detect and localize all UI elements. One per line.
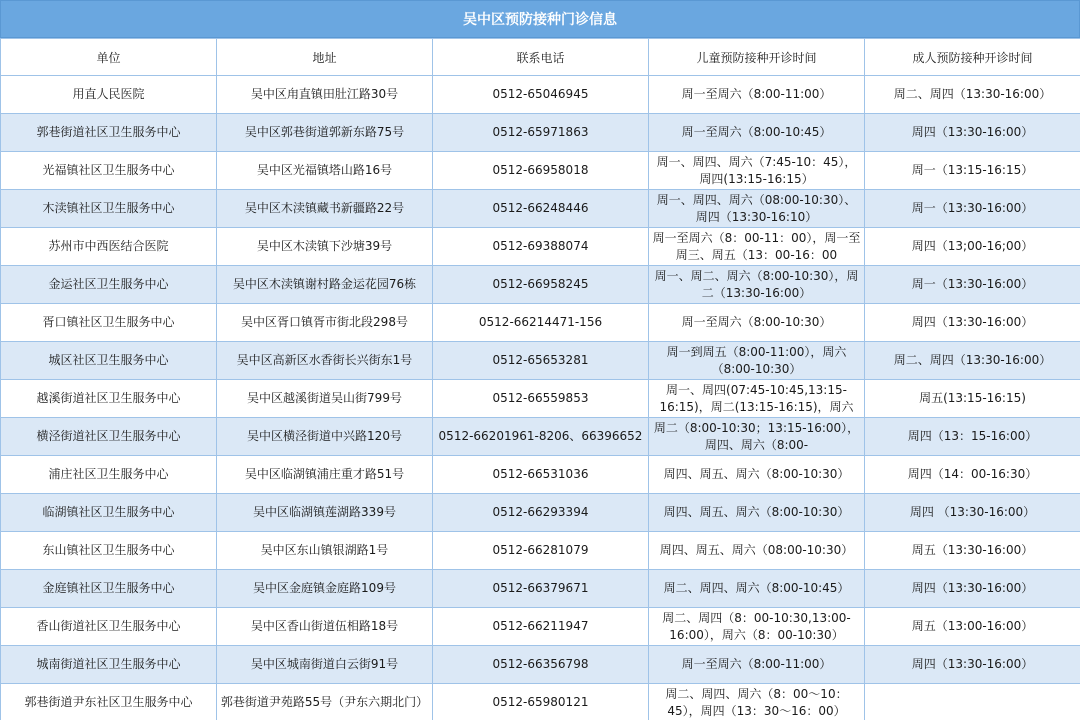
cell-child-hours xyxy=(649,342,865,380)
cell-phone xyxy=(433,114,649,152)
cell-child-hours xyxy=(649,304,865,342)
cell-child-hours xyxy=(649,494,865,532)
cell-address-text: 吴中区临湖镇莲湖路339号 xyxy=(253,505,396,519)
header-phone: 联系电话 xyxy=(433,39,649,76)
cell-unit-text: 光福镇社区卫生服务中心 xyxy=(42,163,175,177)
cell-adult-hours-text: 周五（13:30-16:00） xyxy=(911,543,1034,557)
cell-child-hours-text: 周一、周二、周六（8:00-10:30），周二（13:30-16:00） xyxy=(654,268,859,300)
cell-address-text: 吴中区金庭镇金庭路109号 xyxy=(253,581,396,595)
cell-child-hours-text: 周一到周五（8:00-11:00），周六（8:00-10:30） xyxy=(666,344,847,376)
cell-address xyxy=(217,418,433,456)
cell-address xyxy=(217,494,433,532)
cell-phone xyxy=(433,380,649,418)
header-unit: 单位 xyxy=(1,39,217,76)
table-row xyxy=(1,418,1080,456)
cell-unit-text: 金庭镇社区卫生服务中心 xyxy=(42,581,175,595)
cell-phone-text: 0512-66559853 xyxy=(492,391,589,405)
cell-unit xyxy=(1,532,217,570)
cell-phone-text: 0512-65971863 xyxy=(492,125,589,139)
cell-child-hours xyxy=(649,76,865,114)
cell-unit xyxy=(1,456,217,494)
cell-adult-hours xyxy=(865,646,1080,684)
cell-child-hours-text: 周一至周六（8:00-10:45） xyxy=(681,125,832,139)
cell-address xyxy=(217,304,433,342)
cell-phone xyxy=(433,646,649,684)
cell-address-text: 吴中区光福镇塔山路16号 xyxy=(256,163,393,177)
cell-unit-text: 越溪街道社区卫生服务中心 xyxy=(36,391,181,405)
cell-phone xyxy=(433,684,649,720)
cell-phone-text: 0512-66379671 xyxy=(492,581,589,595)
cell-phone xyxy=(433,456,649,494)
cell-child-hours-text: 周四、周五、周六（08:00-10:30） xyxy=(659,543,854,557)
cell-adult-hours xyxy=(865,456,1080,494)
cell-unit xyxy=(1,380,217,418)
cell-phone xyxy=(433,152,649,190)
table-body xyxy=(1,76,1080,720)
cell-phone-text: 0512-66214471-156 xyxy=(478,315,603,329)
cell-unit xyxy=(1,494,217,532)
cell-child-hours xyxy=(649,266,865,304)
cell-unit-text: 用直人民医院 xyxy=(72,87,145,101)
cell-unit xyxy=(1,570,217,608)
cell-adult-hours-text: 周四（13:30-16:00） xyxy=(911,315,1034,329)
cell-address xyxy=(217,608,433,646)
cell-phone-text: 0512-66201961-8206、66396652 xyxy=(438,429,643,443)
cell-child-hours-text: 周一、周四(07:45-10:45,13:15-16:15)，周二(13:15-16:15)，周六 xyxy=(659,382,854,414)
cell-child-hours-text: 周二、周四、周六（8：00～10：45），周四（13：30～16：00） xyxy=(665,686,848,718)
cell-unit-text: 胥口镇社区卫生服务中心 xyxy=(42,315,175,329)
table-row xyxy=(1,266,1080,304)
cell-address-text: 吴中区胥口镇胥市街北段298号 xyxy=(241,315,408,329)
table-row xyxy=(1,190,1080,228)
cell-unit-text: 香山街道社区卫生服务中心 xyxy=(36,619,181,633)
cell-child-hours xyxy=(649,570,865,608)
cell-address-text: 吴中区木渎镇藏书新疆路22号 xyxy=(244,201,405,215)
clinic-table xyxy=(0,38,1080,720)
cell-phone-text: 0512-66248446 xyxy=(492,201,589,215)
cell-adult-hours xyxy=(865,190,1080,228)
cell-address xyxy=(217,646,433,684)
cell-adult-hours xyxy=(865,532,1080,570)
cell-phone xyxy=(433,418,649,456)
cell-phone-text: 0512-66211947 xyxy=(492,619,589,633)
cell-adult-hours xyxy=(865,152,1080,190)
cell-address-text: 吴中区木渎镇下沙塘39号 xyxy=(256,239,393,253)
cell-phone-text: 0512-66958245 xyxy=(492,277,589,291)
cell-unit-text: 郭巷街道社区卫生服务中心 xyxy=(36,125,181,139)
cell-phone-text: 0512-66958018 xyxy=(492,163,589,177)
cell-address xyxy=(217,114,433,152)
cell-child-hours xyxy=(649,152,865,190)
cell-phone xyxy=(433,570,649,608)
cell-adult-hours-text: 周四（13：15-16:00） xyxy=(907,429,1038,443)
table-row xyxy=(1,608,1080,646)
cell-address xyxy=(217,152,433,190)
cell-phone xyxy=(433,228,649,266)
cell-phone-text: 0512-66281079 xyxy=(492,543,589,557)
cell-phone xyxy=(433,608,649,646)
cell-child-hours-text: 周一至周六（8:00-10:30） xyxy=(681,315,832,329)
cell-adult-hours xyxy=(865,304,1080,342)
cell-phone-text: 0512-65980121 xyxy=(492,695,589,709)
cell-address-text: 吴中区香山街道伍相路18号 xyxy=(250,619,399,633)
cell-address-text: 吴中区越溪街道吴山街799号 xyxy=(247,391,402,405)
cell-adult-hours xyxy=(865,228,1080,266)
cell-unit-text: 临湖镇社区卫生服务中心 xyxy=(42,505,175,519)
cell-phone-text: 0512-66356798 xyxy=(492,657,589,671)
table-row xyxy=(1,228,1080,266)
cell-child-hours-text: 周一至周六（8：00-11：00），周一至周三、周五（13：00-16：00 xyxy=(652,230,861,262)
cell-child-hours-text: 周一、周四、周六（08:00-10:30）、周四（13:30-16:10） xyxy=(656,192,857,224)
cell-adult-hours-text: 周四（13:30-16:00） xyxy=(911,657,1034,671)
cell-address-text: 吴中区横泾街道中兴路120号 xyxy=(247,429,402,443)
cell-adult-hours-text: 周五（13:00-16:00） xyxy=(911,619,1034,633)
cell-adult-hours xyxy=(865,570,1080,608)
cell-unit xyxy=(1,76,217,114)
cell-phone xyxy=(433,532,649,570)
cell-adult-hours xyxy=(865,418,1080,456)
cell-adult-hours-text: 周二、周四（13:30-16:00） xyxy=(893,87,1052,101)
cell-unit-text: 苏州市中西医结合医院 xyxy=(48,239,169,253)
table-row xyxy=(1,456,1080,494)
cell-adult-hours-text: 周四 （13:30-16:00） xyxy=(909,505,1036,519)
cell-address xyxy=(217,684,433,720)
cell-phone xyxy=(433,266,649,304)
cell-phone xyxy=(433,304,649,342)
cell-phone xyxy=(433,190,649,228)
cell-address-text: 吴中区甪直镇田肚江路30号 xyxy=(250,87,399,101)
cell-unit-text: 金运社区卫生服务中心 xyxy=(48,277,169,291)
table-row xyxy=(1,76,1080,114)
cell-child-hours xyxy=(649,646,865,684)
cell-child-hours-text: 周二、周四、周六（8:00-10:45） xyxy=(663,581,850,595)
table-title: 吴中区预防接种门诊信息 xyxy=(0,0,1080,38)
cell-child-hours-text: 周一至周六（8:00-11:00） xyxy=(681,657,832,671)
cell-child-hours xyxy=(649,418,865,456)
cell-address xyxy=(217,380,433,418)
cell-phone-text: 0512-65653281 xyxy=(492,353,589,367)
cell-unit-text: 城区社区卫生服务中心 xyxy=(48,353,169,367)
cell-unit xyxy=(1,684,217,720)
cell-adult-hours-text: 周四（13:30-16:00） xyxy=(911,125,1034,139)
cell-address xyxy=(217,570,433,608)
cell-unit xyxy=(1,190,217,228)
cell-unit xyxy=(1,304,217,342)
table-row xyxy=(1,152,1080,190)
cell-unit xyxy=(1,114,217,152)
cell-address xyxy=(217,266,433,304)
cell-adult-hours xyxy=(865,114,1080,152)
cell-unit-text: 浦庄社区卫生服务中心 xyxy=(48,467,169,481)
cell-address xyxy=(217,76,433,114)
cell-child-hours xyxy=(649,608,865,646)
cell-child-hours xyxy=(649,114,865,152)
header-child-hours: 儿童预防接种开诊时间 xyxy=(649,39,865,76)
table-row xyxy=(1,114,1080,152)
cell-adult-hours-text: 周五(13:15-16:15) xyxy=(919,391,1026,405)
cell-address-text: 吴中区木渎镇谢村路金运花园76栋 xyxy=(232,277,417,291)
table-row xyxy=(1,304,1080,342)
cell-address-text: 吴中区城南街道白云街91号 xyxy=(250,657,399,671)
cell-phone-text: 0512-69388074 xyxy=(492,239,589,253)
table-row xyxy=(1,532,1080,570)
cell-address xyxy=(217,532,433,570)
cell-child-hours-text: 周一、周四、周六（7:45-10：45），周四(13:15-16:15） xyxy=(656,154,857,186)
cell-unit-text: 城南街道社区卫生服务中心 xyxy=(36,657,181,671)
table-row xyxy=(1,684,1080,720)
cell-child-hours-text: 周二、周四（8：00-10:30,13:00-16:00），周六（8：00-10:30） xyxy=(662,610,851,642)
cell-address-text: 吴中区高新区水香街长兴街东1号 xyxy=(236,353,413,367)
cell-adult-hours xyxy=(865,266,1080,304)
cell-unit-text: 横泾街道社区卫生服务中心 xyxy=(36,429,181,443)
cell-child-hours-text: 周四、周五、周六（8:00-10:30） xyxy=(663,505,850,519)
cell-adult-hours-text: 周一（13:30-16:00） xyxy=(911,277,1034,291)
cell-child-hours-text: 周四、周五、周六（8:00-10:30） xyxy=(663,467,850,481)
cell-unit-text: 郭巷街道尹东社区卫生服务中心 xyxy=(24,695,193,709)
cell-child-hours-text: 周一至周六（8:00-11:00） xyxy=(681,87,832,101)
cell-address-text: 郭巷街道尹苑路55号（尹东六期北门） xyxy=(220,695,429,709)
cell-child-hours xyxy=(649,456,865,494)
cell-phone xyxy=(433,76,649,114)
cell-unit xyxy=(1,266,217,304)
cell-adult-hours-text: 周一（13:15-16:15） xyxy=(911,163,1034,177)
cell-address-text: 吴中区东山镇银湖路1号 xyxy=(260,543,389,557)
cell-address xyxy=(217,228,433,266)
cell-phone xyxy=(433,494,649,532)
cell-adult-hours-text: 周四（13:30-16:00） xyxy=(911,581,1034,595)
cell-adult-hours xyxy=(865,380,1080,418)
table-row xyxy=(1,380,1080,418)
cell-address xyxy=(217,456,433,494)
header-row xyxy=(1,39,1080,76)
cell-phone xyxy=(433,342,649,380)
cell-unit xyxy=(1,152,217,190)
cell-adult-hours-text: 周四（13;00-16;00） xyxy=(911,239,1034,253)
cell-child-hours xyxy=(649,380,865,418)
cell-unit xyxy=(1,608,217,646)
cell-phone-text: 0512-66531036 xyxy=(492,467,589,481)
cell-unit-text: 东山镇社区卫生服务中心 xyxy=(42,543,175,557)
table-row xyxy=(1,342,1080,380)
cell-adult-hours xyxy=(865,76,1080,114)
cell-phone-text: 0512-65046945 xyxy=(492,87,589,101)
cell-unit xyxy=(1,418,217,456)
table-row xyxy=(1,494,1080,532)
cell-unit xyxy=(1,342,217,380)
cell-adult-hours-text: 周二、周四（13:30-16:00） xyxy=(893,353,1052,367)
cell-unit xyxy=(1,646,217,684)
table-row xyxy=(1,646,1080,684)
cell-adult-hours-text: 周四（14：00-16:30） xyxy=(907,467,1038,481)
cell-adult-hours xyxy=(865,684,1080,720)
cell-child-hours xyxy=(649,684,865,720)
table-row xyxy=(1,570,1080,608)
cell-address xyxy=(217,342,433,380)
cell-child-hours xyxy=(649,190,865,228)
cell-adult-hours-text: 周一（13:30-16:00） xyxy=(911,201,1034,215)
cell-adult-hours xyxy=(865,342,1080,380)
cell-address-text: 吴中区临湖镇浦庄重才路51号 xyxy=(244,467,405,481)
cell-address-text: 吴中区郭巷街道郭新东路75号 xyxy=(244,125,405,139)
header-adult-hours: 成人预防接种开诊时间 xyxy=(865,39,1080,76)
cell-address xyxy=(217,190,433,228)
cell-unit xyxy=(1,228,217,266)
header-address: 地址 xyxy=(217,39,433,76)
cell-adult-hours xyxy=(865,494,1080,532)
cell-child-hours xyxy=(649,532,865,570)
cell-adult-hours xyxy=(865,608,1080,646)
cell-child-hours xyxy=(649,228,865,266)
cell-child-hours-text: 周二（8:00-10:30；13:15-16:00），周四、周六（8:00- xyxy=(653,420,860,452)
cell-unit-text: 木渎镇社区卫生服务中心 xyxy=(42,201,175,215)
cell-phone-text: 0512-66293394 xyxy=(492,505,589,519)
